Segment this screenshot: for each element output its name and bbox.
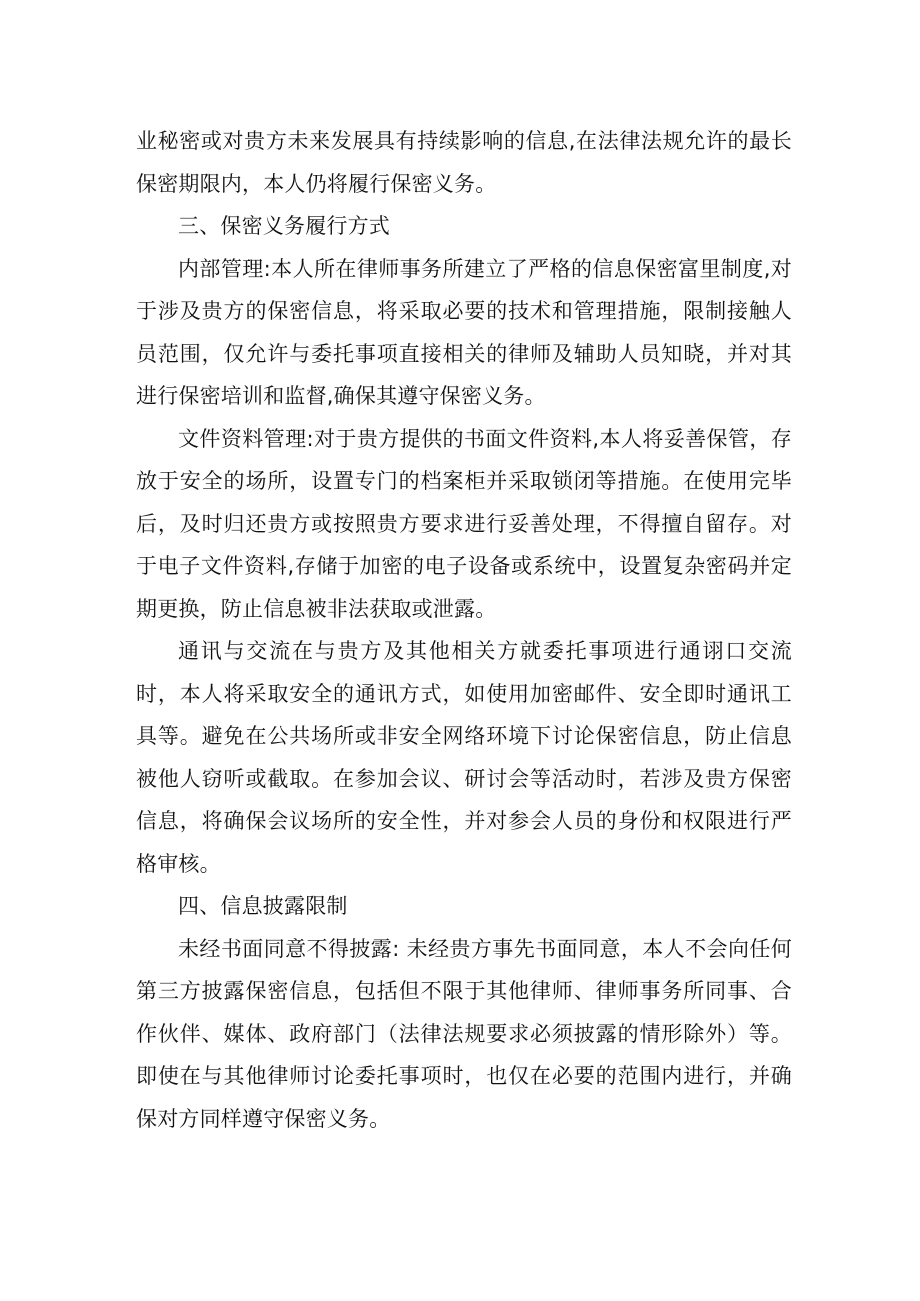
paragraph-disclosure-restriction: 未经书面同意不得披露: 未经贵方事先书面同意，本人不会向任何第三方披露保密信息，包括但不限于其他律师、律师事务所同事、合作伙伴、媒体、政府部门（法律法规要求必须披露的情形除外）等。即使在与其他律师讨论委托事项时，也仅在必要的范围内进行，并确保对方同样遵守保密义务。 — [136, 936, 792, 1131]
document-body — [136, 120, 792, 1140]
paragraph-communication: 通讯与交流在与贵方及其他相关方就委托事项进行通诩口交流时，本人将采取安全的通讯方式，如使用加密邮件、安全即时通讯工具等。避免在公共场所或非安全网络环境下讨论保密信息，防止信息被他人窃听或截取。在参加会议、研讨会等活动时，若涉及贵方保密信息，将确保会议场所的安全性，并对参会人员的身份和权限进行严格审核。 — [136, 639, 792, 876]
paragraph-continuation: 业秘密或对贵方未来发展具有持续影响的信息,在法律法规允许的最长保密期限内，本人仍将履行保密义务。 — [136, 129, 792, 196]
paragraph-internal-management: 内部管理:本人所在律师事务所建立了严格的信息保密富里制度,对于涉及贵方的保密信息，将采取必要的技术和管理措施，限制接触人员范围，仅允许与委托事项直接相关的律师及辅助人员知晓，并对其进行保密培训和监督,确保其遵守保密义务。 — [136, 256, 792, 408]
paragraph-file-management: 文件资料管理:对于贵方提供的书面文件资料,本人将妥善保管，存放于安全的场所，设置专门的档案柜并采取锁闭等措施。在使用完毕后，及时归还贵方或按照贵方要求进行妥善处理，不得擅自留存。对于电子文件资料,存储于加密的电子设备或系统中，设置复杂密码并定期更换，防止信息被非法获取或泄露。 — [136, 426, 792, 621]
section-heading-four: 四、信息披露限制 — [178, 894, 348, 918]
section-heading-three: 三、保密义务履行方式 — [178, 214, 390, 238]
